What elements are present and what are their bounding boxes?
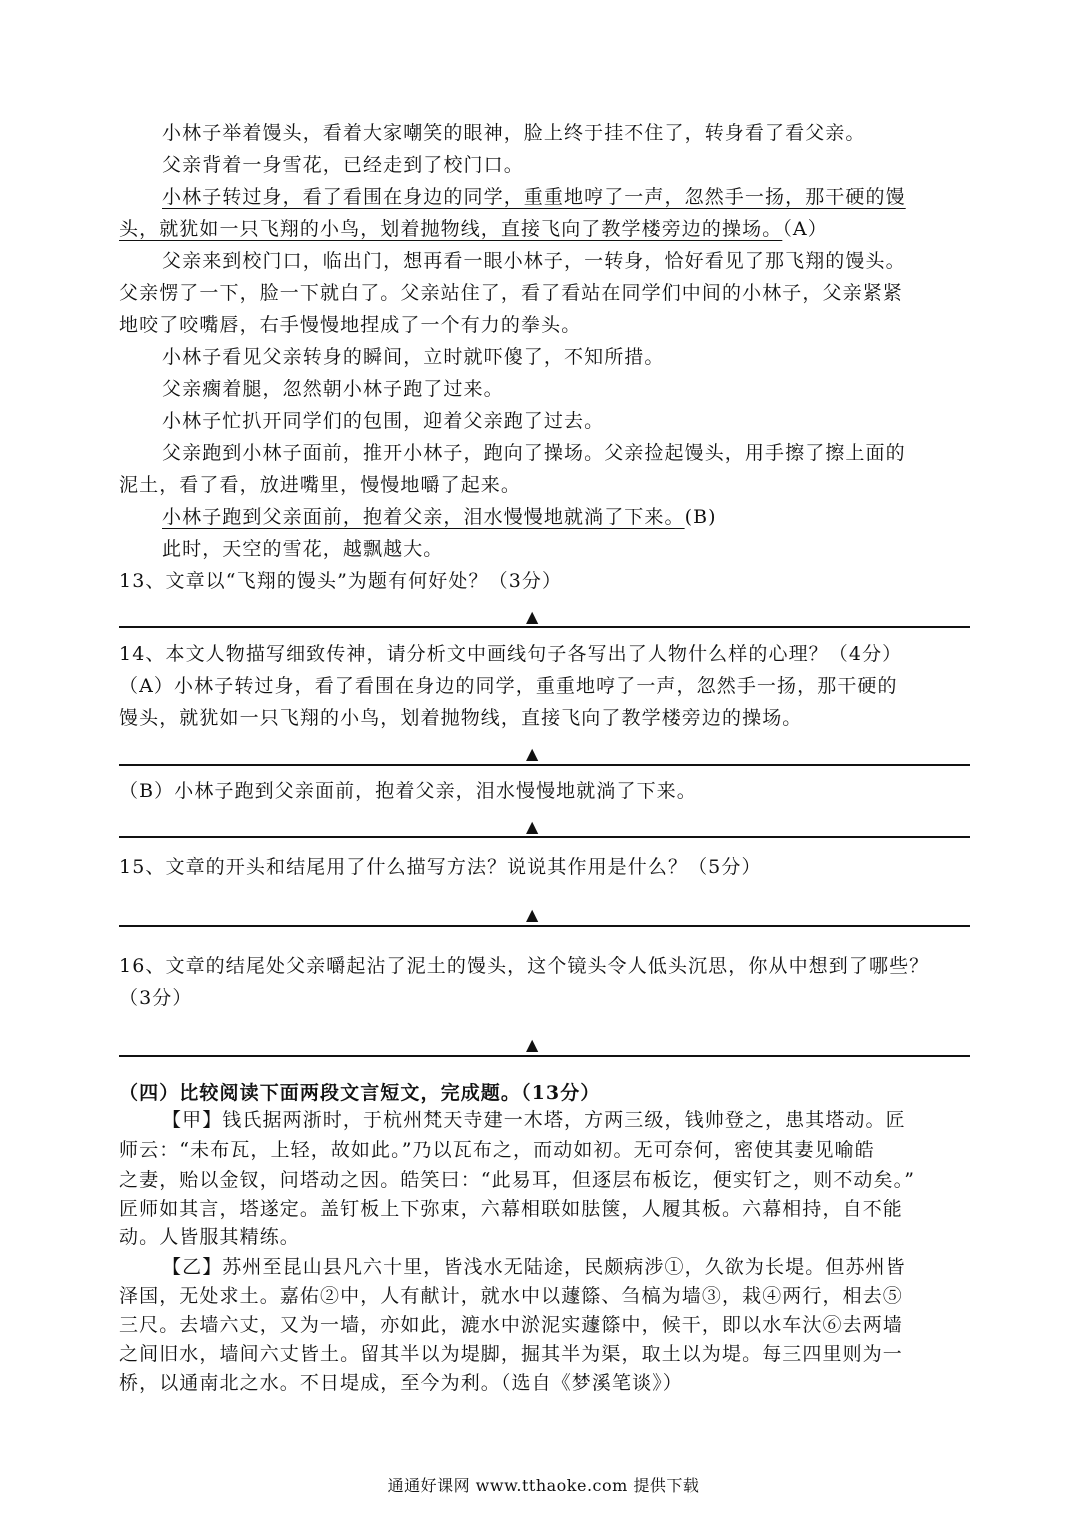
story-paragraph: 地咬了咬嘴唇，右手慢慢地捏成了一个有力的拳头。 (119, 314, 582, 336)
passage-yi: 【乙】苏州至昆山县凡六十里，皆浅水无陆途，民颇病涉①，久欲为长堤。但苏州皆 (162, 1256, 906, 1278)
passage-yi: 之间旧水，墙间六丈皆土。留其半以为堤脚，掘其半为渠，取土以为堤。每三四里则为一 (119, 1343, 903, 1365)
passage-jia: 动。人皆服其精练。 (119, 1226, 300, 1248)
question-13: 13、文章以“飞翔的馒头”为题有何好处？（3分） (119, 570, 563, 592)
section-4-heading: （四）比较阅读下面两段文言短文，完成题。（13分） (119, 1082, 601, 1104)
passage-jia: 【甲】钱氏据两浙时，于杭州梵天寺建一木塔，方两三级，钱帅登之，患其塔动。匠 (162, 1109, 906, 1131)
answer-mark: ▲ (526, 607, 539, 626)
underlined-sentence-b: 小林子跑到父亲面前，抱着父亲，泪水慢慢地就淌了下来。(B) (162, 506, 717, 528)
story-paragraph: 小林子看见父亲转身的瞬间，立时就吓傻了，不知所措。 (162, 346, 665, 368)
passage-yi: 泽国，无处求土。嘉佑②中，人有献计，就水中以蘧篨、刍槁为墙③，栽④两行，相去⑤ (119, 1285, 903, 1307)
underlined-sentence-a-cont: 头，就犹如一只飞翔的小鸟，划着抛物线，直接飞向了教学楼旁边的操场。（A） (119, 218, 828, 240)
story-paragraph: 小林子忙扒开同学们的包围，迎着父亲跑了过去。 (162, 410, 605, 432)
passage-jia: 之妻，贻以金钗，问塔动之因。皓笑曰：“此易耳，但逐层布板讫，便实钉之，则不动矣。” (119, 1169, 916, 1191)
answer-line-14a[interactable] (119, 764, 970, 766)
question-14-sentence-b: （B）小林子跑到父亲面前，抱着父亲，泪水慢慢地就淌了下来。 (119, 780, 697, 802)
marker-a: （A） (782, 218, 828, 240)
story-paragraph: 父亲来到校门口，临出门，想再看一眼小林子，一转身，恰好看见了那飞翔的馒头。 (162, 250, 906, 272)
question-16: 16、文章的结尾处父亲嚼起沾了泥土的馒头，这个镜头令人低头沉思，你从中想到了哪些？ (119, 955, 930, 977)
passage-yi: 桥，以通南北之水。不日堤成，至今为利。（选自《梦溪笔谈》） (119, 1372, 683, 1394)
question-14-sentence-a: （A）小林子转过身，看了看围在身边的同学，重重地哼了一声，忽然手一扬，那干硬的 (119, 675, 898, 697)
passage-yi: 三尺。去墙六丈，又为一墙，亦如此，漉水中淤泥实蘧篨中，候干，即以水车汏⑥去两墙 (119, 1314, 903, 1336)
underlined-sentence-a: 小林子转过身，看了看围在身边的同学，重重地哼了一声，忽然手一扬，那干硬的馒 (162, 186, 906, 208)
answer-line-14b[interactable] (119, 836, 970, 838)
passage-jia: 师云：“未布瓦，上轻，故如此。”乃以瓦布之，而动如初。无可奈何，密使其妻见喻皓 (119, 1139, 875, 1161)
answer-mark: ▲ (526, 744, 539, 763)
answer-mark: ▲ (526, 905, 539, 924)
answer-line-15[interactable] (119, 925, 970, 927)
question-14: 14、本文人物描写细致传神，请分析文中画线句子各写出了人物什么样的心理？（4分） (119, 643, 903, 665)
story-paragraph: 父亲瘸着腿，忽然朝小林子跑了过来。 (162, 378, 504, 400)
story-paragraph: 父亲跑到小林子面前，推开小林子，跑向了操场。父亲捡起馒头，用手擦了擦上面的 (162, 442, 906, 464)
question-15: 15、文章的开头和结尾用了什么描写方法？说说其作用是什么？（5分） (119, 856, 762, 878)
story-paragraph: 此时，天空的雪花，越飘越大。 (162, 538, 444, 560)
answer-line-16[interactable] (119, 1055, 970, 1057)
story-paragraph: 父亲愣了一下，脸一下就白了。父亲站住了，看了看站在同学们中间的小林子，父亲紧紧 (119, 282, 903, 304)
answer-line-13[interactable] (119, 626, 970, 628)
answer-mark: ▲ (526, 1035, 539, 1054)
story-paragraph: 泥土，看了看，放进嘴里，慢慢地嚼了起来。 (119, 474, 522, 496)
story-paragraph: 小林子举着馒头，看着大家嘲笑的眼神，脸上终于挂不住了，转身看了看父亲。 (162, 122, 866, 144)
footer-watermark: 通通好课网 www.tthaoke.com 提供下载 (387, 1476, 700, 1495)
marker-b: (B) (684, 506, 717, 528)
question-14-sentence-a-cont: 馒头，就犹如一只飞翔的小鸟，划着抛物线，直接飞向了教学楼旁边的操场。 (119, 707, 803, 729)
story-paragraph: 父亲背着一身雪花，已经走到了校门口。 (162, 154, 524, 176)
answer-mark: ▲ (526, 817, 539, 836)
question-16-cont: （3分） (119, 987, 193, 1009)
passage-jia: 匠师如其言，塔遂定。盖钉板上下弥束，六幕相联如胠箧，人履其板。六幕相持，自不能 (119, 1198, 903, 1220)
